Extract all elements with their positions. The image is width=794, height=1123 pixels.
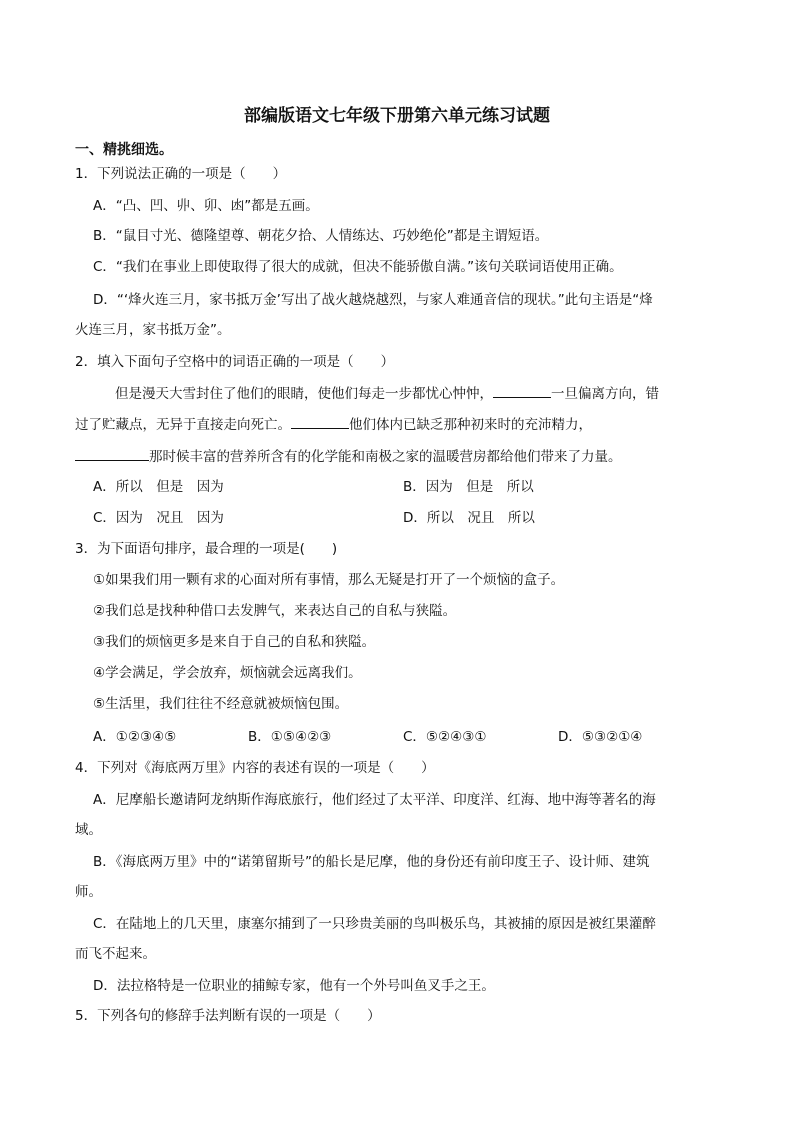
question-4-option-b-continued: 师。 xyxy=(75,884,102,900)
question-1-option-d-continued: 火连三月，家书抵万金”。 xyxy=(75,322,231,338)
question-3-option-c: C．⑤②④③① xyxy=(403,729,487,745)
question-1-stem: 1．下列说法正确的一项是（ ） xyxy=(75,166,287,182)
question-3-stem: 3．为下面语句排序，最合理的一项是( ) xyxy=(75,541,338,557)
question-2-passage-line-2 xyxy=(75,414,592,435)
question-4-stem: 4．下列对《海底两万里》内容的表述有误的一项是（ ） xyxy=(75,760,435,776)
question-5-stem: 5．下列各句的修辞手法判断有误的一项是（ ） xyxy=(75,1008,381,1024)
section-heading: 一、精挑细选。 xyxy=(75,142,173,158)
question-2-option-d: D．所以 况且 所以 xyxy=(403,510,535,526)
question-1-option-a: A．“凸、凹、丱、卯、凼”都是五画。 xyxy=(93,198,319,214)
question-2-option-b: B．因为 但是 所以 xyxy=(403,479,534,495)
passage-text: 过了贮藏点，无异于直接走向死亡。 xyxy=(75,417,291,433)
answer-blank-2 xyxy=(291,414,349,429)
question-3-sentence-1: ①如果我们用一颗有求的心面对所有事情，那么无疑是打开了一个烦恼的盒子。 xyxy=(93,572,565,588)
question-3-option-b: B．①⑤④②③ xyxy=(248,729,332,745)
question-4-option-a-continued: 域。 xyxy=(75,822,102,838)
question-2-passage-line-1 xyxy=(115,383,659,404)
answer-blank-1 xyxy=(493,383,551,398)
question-3-sentence-3: ③我们的烦恼更多是来自于自己的自私和狭隘。 xyxy=(93,634,376,650)
question-3-option-d: D．⑤③②①④ xyxy=(558,729,643,745)
question-2-passage-line-3 xyxy=(75,446,622,467)
answer-blank-3 xyxy=(75,446,149,461)
question-4-option-b: B．《海底两万里》中的“诺第留斯号”的船长是尼摩，他的身份还有前印度王子、设计师、建筑 xyxy=(93,854,650,870)
question-3-sentence-5: ⑤生活里，我们往往不经意就被烦恼包围。 xyxy=(93,696,349,712)
page-title: 部编版语文七年级下册第六单元练习试题 xyxy=(244,106,550,126)
passage-text: 他们体内已缺乏那种初来时的充沛精力， xyxy=(349,417,592,433)
question-4-option-c-continued: 而飞不起来。 xyxy=(75,946,156,962)
question-1-option-c: C．“我们在事业上即使取得了很大的成就，但决不能骄傲自满。”该句关联词语使用正确。 xyxy=(93,259,623,275)
question-4-option-a: A．尼摩船长邀请阿龙纳斯作海底旅行，他们经过了太平洋、印度洋、红海、地中海等著名的海 xyxy=(93,792,656,808)
passage-text: 但是漫天大雪封住了他们的眼睛，使他们每走一步都忧心忡忡， xyxy=(115,386,493,402)
passage-text: 那时候丰富的营养所含有的化学能和南极之家的温暖营房都给他们带来了力量。 xyxy=(149,449,622,465)
question-2-option-c: C．因为 况且 因为 xyxy=(93,510,224,526)
question-1-option-b: B．“鼠目寸光、德隆望尊、朝花夕拾、人情练达、巧妙绝伦”都是主谓短语。 xyxy=(93,228,549,244)
question-3-option-a: A．①②③④⑤ xyxy=(93,729,177,745)
question-2-option-a: A．所以 但是 因为 xyxy=(93,479,224,495)
question-2-stem: 2．填入下面句子空格中的词语正确的一项是（ ） xyxy=(75,354,395,370)
question-4-option-c: C．在陆地上的几天里，康塞尔捕到了一只珍贵美丽的鸟叫极乐鸟，其被捕的原因是被红果灌醉 xyxy=(93,916,656,932)
question-3-sentence-4: ④学会满足，学会放弃，烦恼就会远离我们。 xyxy=(93,665,362,681)
question-3-sentence-2: ②我们总是找种种借口去发脾气，来表达自己的自私与狭隘。 xyxy=(93,603,457,619)
question-4-option-d: D．法拉格特是一位职业的捕鲸专家，他有一个外号叫鱼叉手之王。 xyxy=(93,978,495,994)
question-1-option-d: D．“‘烽火连三月，家书抵万金’写出了战火越烧越烈，与家人难通音信的现状。”此句主语是“烽 xyxy=(93,292,653,308)
passage-text: 一旦偏离方向，错 xyxy=(551,386,659,402)
